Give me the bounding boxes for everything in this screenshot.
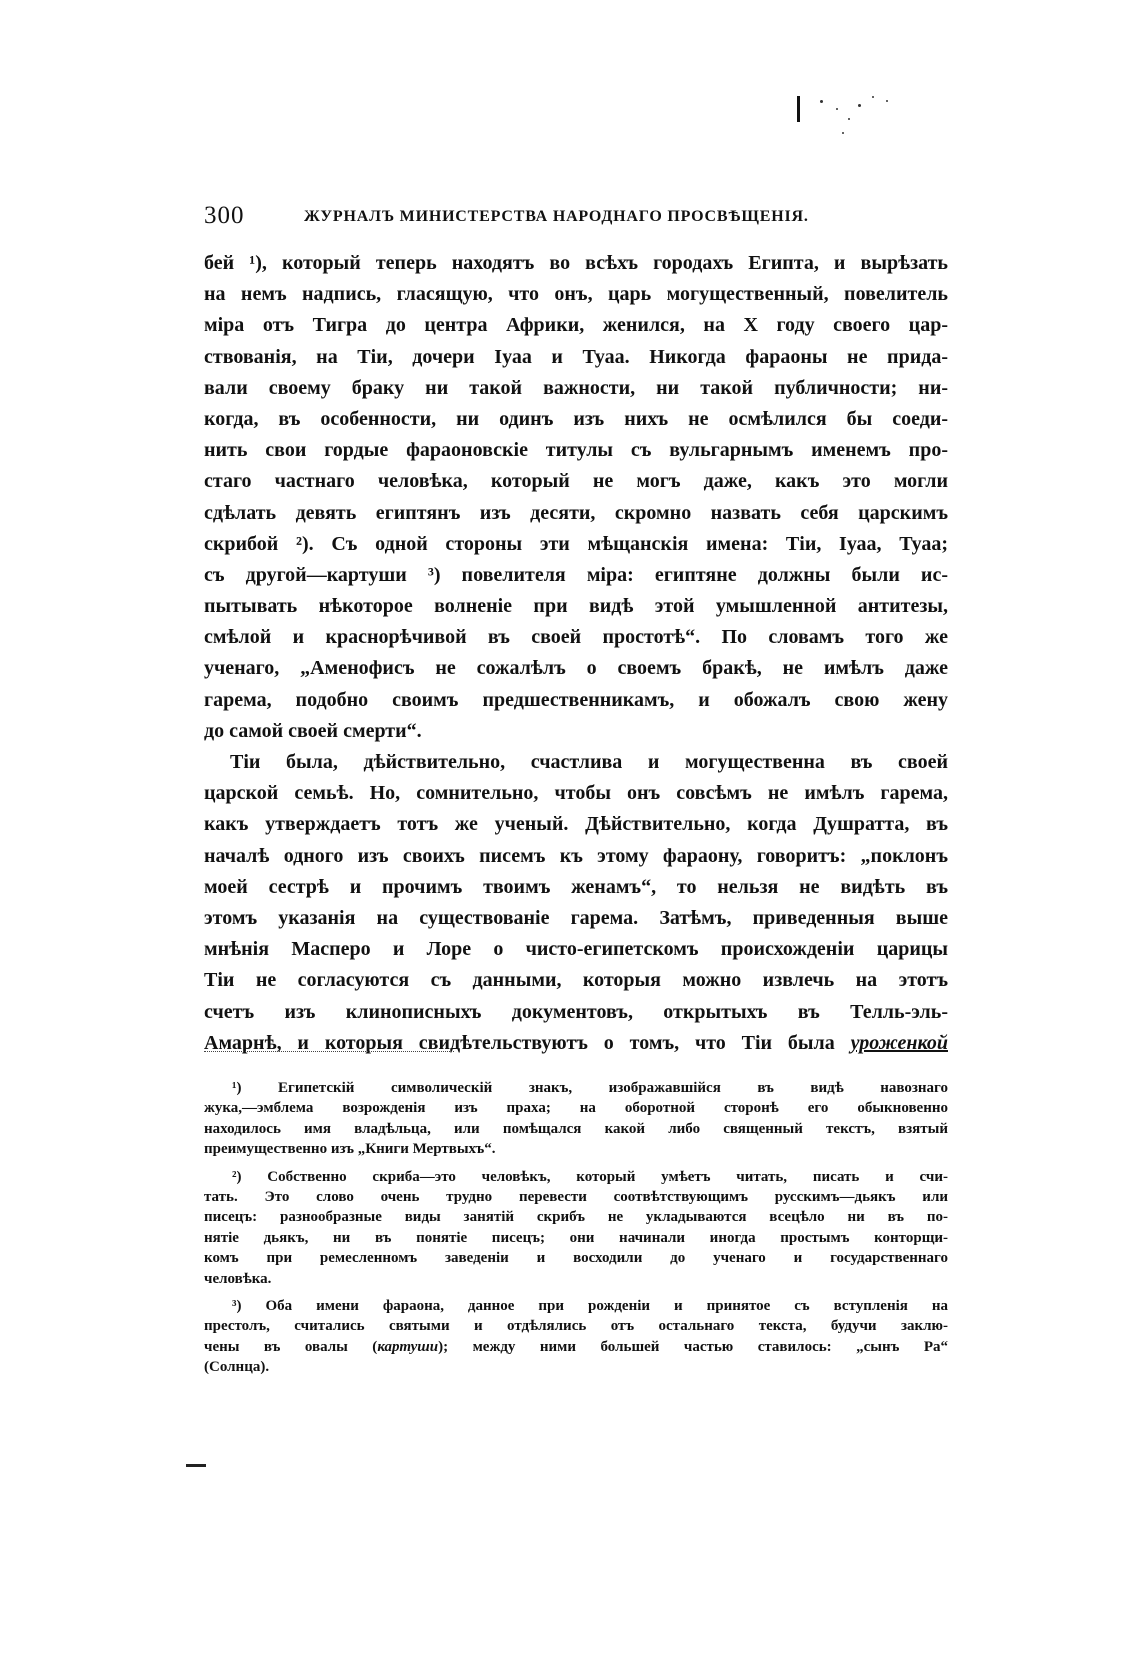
text-line: съ другой—картуши ³) повелителя міра: египтяне должны были ис- (204, 563, 948, 586)
footnote-line: комъ при ремесленномъ заведеніи и восходили до ученаго и государственнаго (204, 1250, 948, 1267)
running-title: ЖУРНАЛЪ МИНИСТЕРСТВА НАРОДНАГО ПРОСВѢЩЕНІЯ. (304, 208, 809, 225)
footnote-line: ³) Оба имени фараона, данное при рожденіи и принятое съ вступленія на (232, 1297, 948, 1314)
text-line: ученаго, „Аменофисъ не сожалѣлъ о своемъ бракѣ, не имѣлъ даже (204, 657, 948, 680)
footnote-1 (204, 1078, 948, 1160)
scan-speck (836, 108, 838, 110)
text-line: началѣ одного изъ своихъ писемъ къ этому фараону, говоритъ: „поклонъ (204, 844, 948, 867)
footnote-line: нятіе дьякъ, ни въ понятіе писецъ; они начинали иногда простымъ конторщи- (204, 1229, 948, 1246)
footnote-line: тать. Это слово очень трудно перевести соотвѣтствующимъ русскимъ—дьякъ или (204, 1188, 948, 1205)
footnote-line-mixed (204, 1337, 948, 1357)
footnote-3 (204, 1296, 948, 1378)
scan-speck (842, 132, 844, 134)
emphasized-word: уроженкой (850, 1031, 948, 1054)
footnote-line: (Солнца). (204, 1359, 270, 1376)
text-line-final-main: Амарнѣ, и которыя свидѣтельствуютъ о томъ, что Тіи была (204, 1031, 835, 1054)
scan-speck (872, 96, 874, 98)
scan-speck (848, 118, 850, 120)
text-line: скрибой ²). Съ одной стороны эти мѣщанскія имена: Тіи, Іуаа, Туаа; (204, 532, 948, 555)
footnote-emphasis: картуши (377, 1338, 439, 1355)
footnote-line: престолъ, считались святыми и отдѣлялись отъ остальнаго текста, будучи заклю- (204, 1318, 948, 1335)
text-line: міра отъ Тигра до центра Африки, женился, на X году своего цар- (204, 314, 948, 337)
footnote-line: писецъ: разнообразные виды занятій скрибъ не укладываются всецѣло ни въ по- (204, 1209, 948, 1226)
text-line: этомъ указанія на существованіе гарема. Затѣмъ, приведенныя выше (204, 906, 948, 929)
page-header (204, 202, 924, 232)
text-line: бей ¹), который теперь находятъ во всѣхъ городахъ Египта, и вырѣзать (204, 252, 948, 274)
footnotes (204, 1078, 948, 1384)
footnote-line: жука,—эмблема возрожденія изъ праха; на оборотной сторонѣ его обыкновенно (204, 1100, 948, 1117)
footnote-line: ²) Собственно скриба—это человѣкъ, который умѣетъ читать, писать и счи- (232, 1168, 948, 1185)
text-line: царской семьѣ. Но, сомнительно, чтобы онъ совсѣмъ не имѣлъ гарема, (204, 782, 948, 805)
text-line: мнѣнія Масперо и Лоре о чисто-египетскомъ происхожденіи царицы (204, 938, 948, 961)
page-bottom-mark (186, 1464, 206, 1467)
page-number: 300 (204, 202, 245, 229)
text-line: Тіи не согласуются съ данными, которыя можно извлечь на этотъ (204, 969, 948, 992)
text-line: смѣлой и краснорѣчивой въ своей простотѣ“. По словамъ того же (204, 626, 948, 649)
text-line: нить свои гордые фараоновскіе титулы съ вульгарнымъ именемъ про- (204, 439, 948, 462)
scan-speck (858, 104, 861, 107)
footnote-line: человѣка. (204, 1270, 272, 1287)
text-line: ствованія, на Тіи, дочери Іуаа и Туаа. Никогда фараоны не прида- (204, 345, 948, 368)
text-line: счетъ изъ клинописныхъ документовъ, открытыхъ въ Телль-эль- (204, 1000, 948, 1023)
footnote-fragment: чены въ овалы ( (204, 1338, 378, 1355)
text-line: на немъ надпись, гласящую, что онъ, царь могущественный, повелитель (204, 283, 948, 306)
scan-speck (886, 100, 888, 102)
text-line: моей сестрѣ и прочимъ твоимъ женамъ“, то нельзя не видѣть въ (204, 875, 948, 898)
footnote-2 (204, 1167, 948, 1289)
text-line: когда, въ особенности, ни одинъ изъ нихъ не осмѣлился бы соеди- (204, 407, 948, 430)
footnote-line: ¹) Египетскій символическій знакъ, изображавшійся въ видѣ навознаго (232, 1080, 948, 1096)
text-line: какъ утверждаетъ тотъ же ученый. Дѣйствительно, когда Душратта, въ (204, 813, 948, 836)
footnote-line: преимущественно изъ „Книги Мертвыхъ“. (204, 1141, 496, 1158)
text-line: стаго частнаго человѣка, который не могъ даже, какъ это могли (204, 470, 948, 493)
footnote-fragment: ; между ними большей частью ставилось: „сынъ Ра“ (443, 1338, 948, 1355)
scan-speck (820, 100, 823, 103)
footnote-fragment: ) (438, 1338, 444, 1355)
footnote-line: находилось имя владѣльца, или помѣщался какой либо священный текстъ, взятый (204, 1120, 948, 1137)
text-line: вали своему браку ни такой важности, ни такой публичности; ни- (204, 376, 948, 399)
scan-mark (797, 96, 800, 122)
text-line: гарема, подобно своимъ предшественникамъ, и обожалъ свою жену (204, 688, 948, 711)
text-line: сдѣлать девять египтянъ изъ десяти, скромно назвать себя царскимъ (204, 501, 948, 524)
main-text (204, 248, 948, 1059)
footnote-separator (204, 1051, 454, 1052)
text-line: до самой своей смерти“. (204, 719, 422, 742)
paragraph-start-line: Тіи была, дѣйствительно, счастлива и могущественна въ своей (230, 751, 948, 773)
text-line: пытывать нѣкоторое волненіе при видѣ этой умышленной антитезы, (204, 595, 948, 618)
text-line-final (204, 1028, 948, 1059)
